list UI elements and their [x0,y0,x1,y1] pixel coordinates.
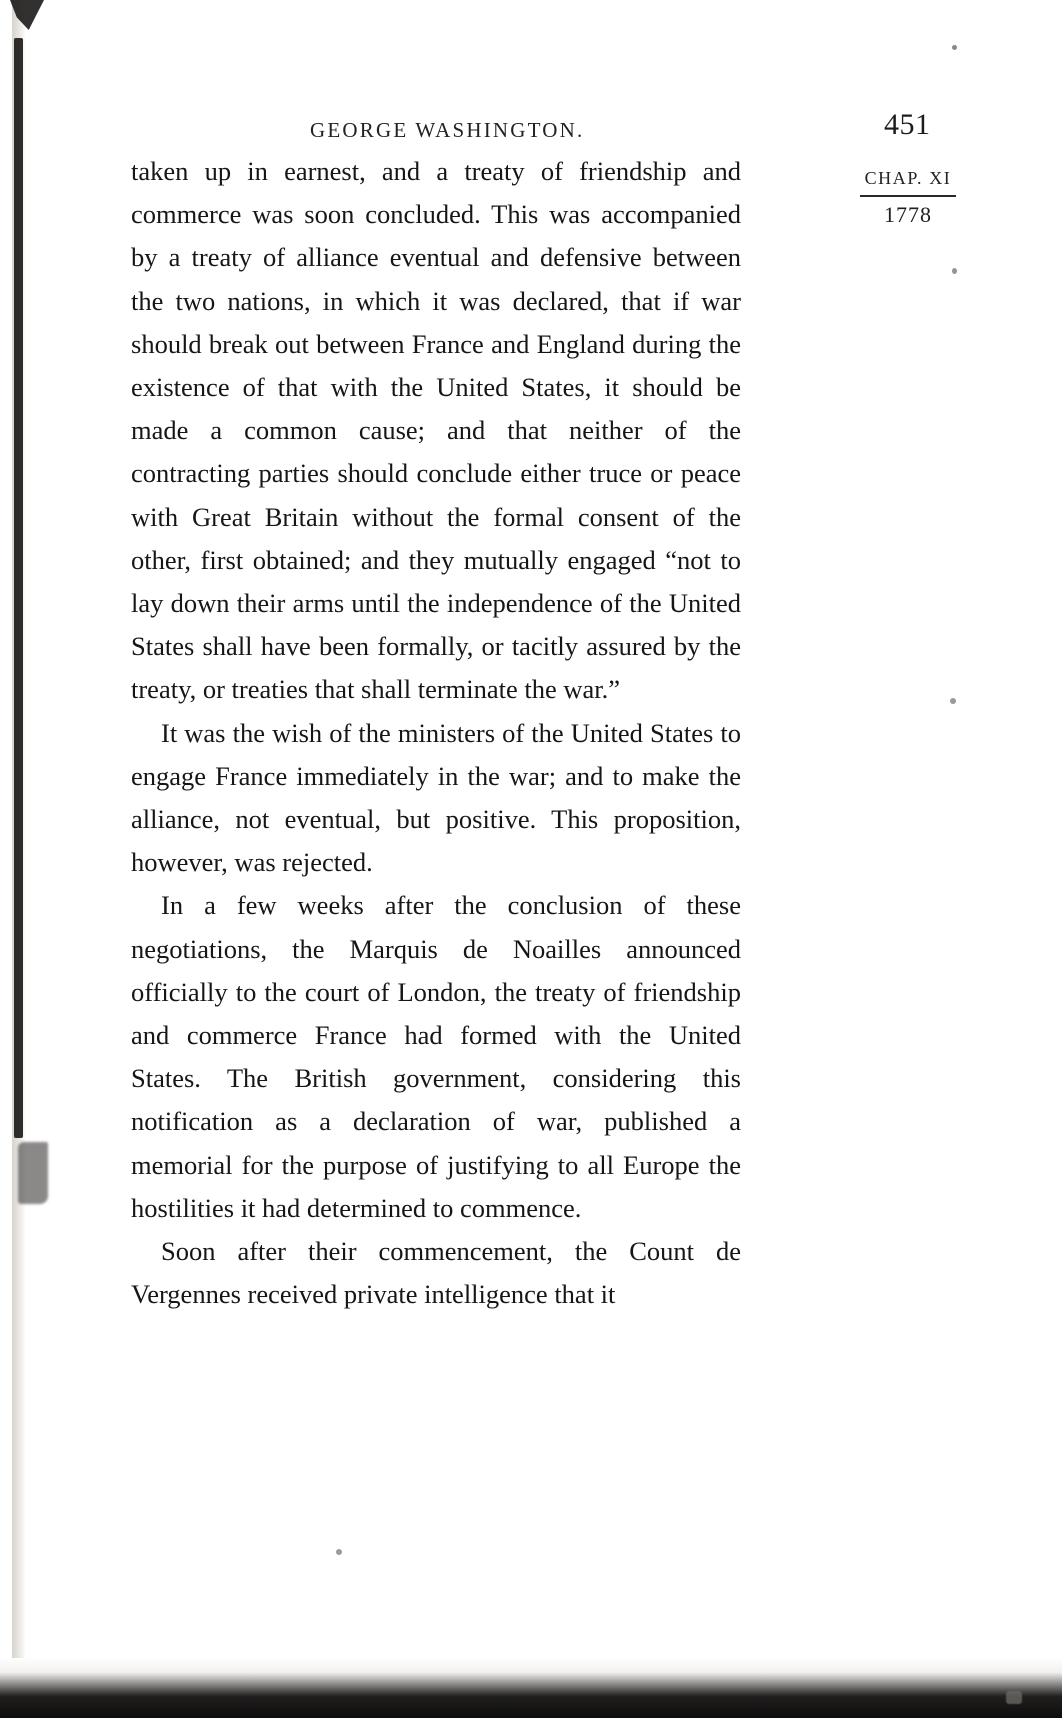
scan-speck [952,45,957,50]
paragraph-4: Soon after their commencement, the Count de Vergennes received private intelligence that it [131,1236,741,1310]
running-head: GEORGE WASHINGTON. [310,118,585,142]
scan-smudge-artifact [18,1142,48,1204]
page-bottom-shadow [0,1658,1062,1718]
body-text [131,150,741,1316]
scan-speck [950,698,956,704]
marginal-chapter-label: CHAP. XI [864,168,952,188]
binding-shadow [14,38,23,1138]
paragraph-2: It was the wish of the ministers of the United States to engage France immediately in the war; and to make the alliance, not eventual, but positive. This proposition, however, was rejected. [131,717,741,878]
marginal-divider [860,195,956,197]
scan-speck [1006,1691,1022,1704]
scan-speck [952,268,957,274]
page-number: 451 [884,108,931,141]
paragraph-3: In a few weeks after the conclusion of these negotiations, the Marquis de Noailles announced officially to the court of London, the treaty of friendship and commerce France had formed with the United States. The British government, considering this notification as a declaration of war, published a memorial for the purpose of justifying to all Europe the hostilities it had determined to commence. [131,890,741,1223]
marginal-note [824,168,992,228]
scan-speck [336,1549,342,1555]
marginal-year-label: 1778 [884,202,932,227]
paragraph-1: taken up in earnest, and a treaty of friendship and commerce was soon concluded. This was accompanied by a treaty of alliance eventual and defensive between the two nations, in which it was declared, that if war should break out between France and England during the existence of that with the United States, it should be made a common cause; and that neither of the contracting parties should conclude either truce or peace with Great Britain without the formal consent of the other, first obtained; and they mutually engaged “not to lay down their arms until the independence of the United States shall have been formally, or tacitly assured by the treaty, or treaties that shall terminate the war.” [131,156,741,705]
